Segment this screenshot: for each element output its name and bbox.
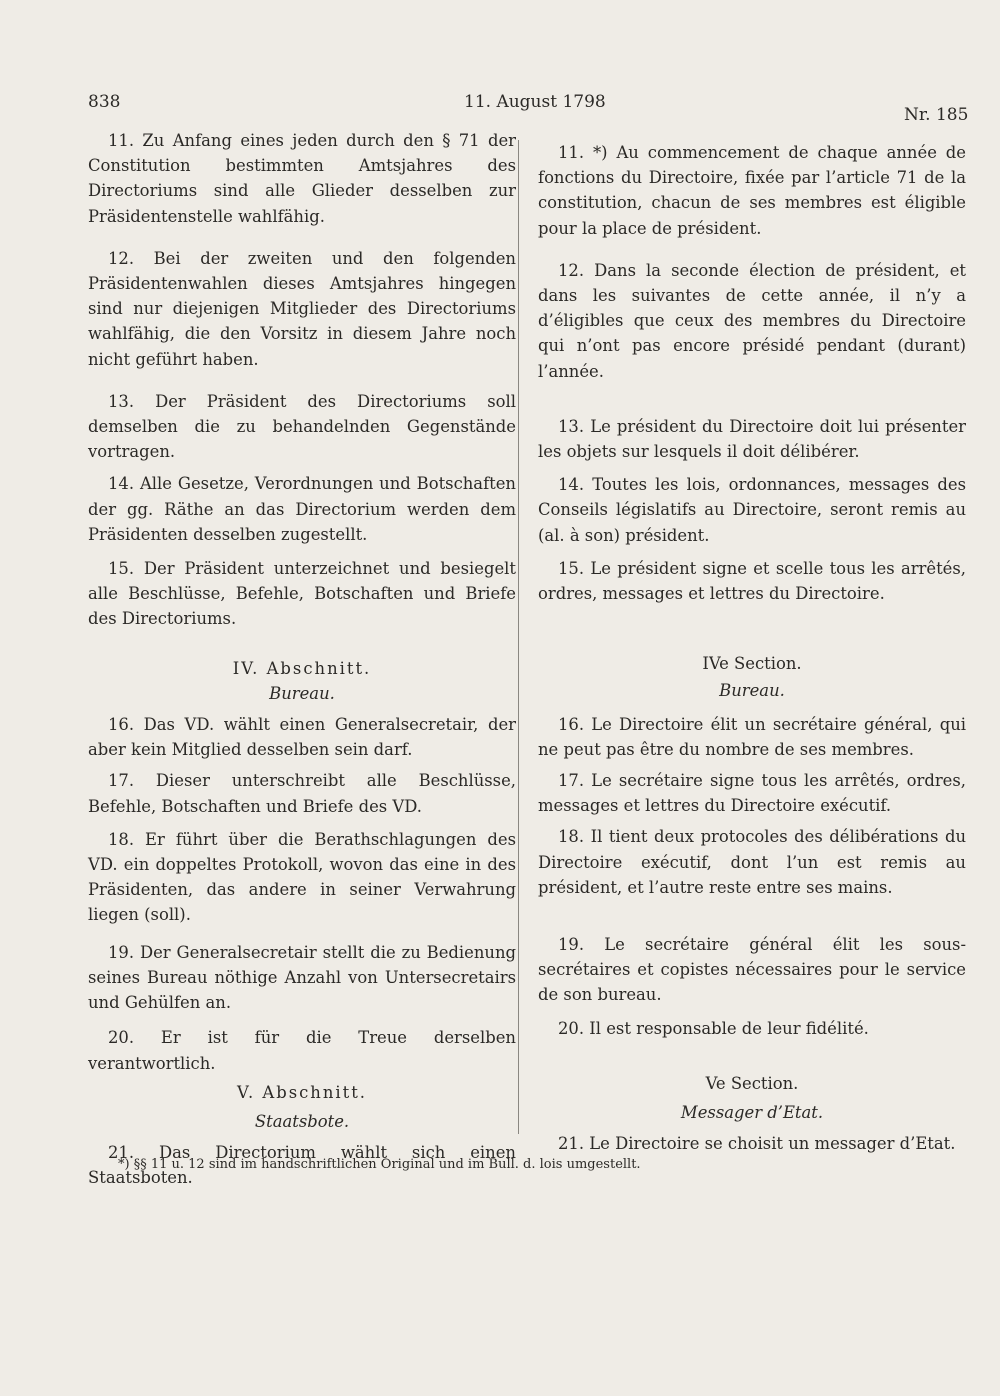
paragraph-de-13: 13. Der Präsident des Directoriums soll demselben die zu behandelnden Gegenstände vortragen. xyxy=(88,391,516,462)
footnote: *) §§ 11 u. 12 sind im handschriftlichen Original und im Bull. d. lois umgestellt. xyxy=(118,1157,641,1172)
paragraph-de-19: 19. Der Generalsecretair stellt die zu Bedienung seines Bureau nöthige Anzahl von Untersecretairs und Gehülfen an. xyxy=(88,942,516,1013)
paragraph-fr-14: 14. Toutes les lois, ordonnances, messages des Conseils législatifs au Directoire, seront remis au (al. à son) président. xyxy=(538,475,966,545)
paragraph-fr-18: 18. Il tient deux protocoles des délibérations du Directoire exécutif, dont l’un est remis au président, et l’autre reste entre ses mains. xyxy=(538,827,966,897)
paragraph-de-20: 20. Er ist für die Treue derselben verantwortlich. xyxy=(88,1028,516,1073)
section-subtitle-fr-5: Messager d’Etat. xyxy=(680,1103,824,1123)
german-column xyxy=(88,128,516,1191)
paragraph-de-12: 12. Bei der zweiten und den folgenden Präsidentenwahlen dieses Amtsjahres hingegen sind nur diejenigen Mitglieder des Directoriums wahlfähig, die den Vorsitz in diesem Jahre noch nicht geführt haben. xyxy=(88,248,516,369)
paragraph-de-11: 11. Zu Anfang eines jeden durch den § 71 der Constitution bestimmten Amtsjahres des Directoriums sind alle Glieder desselben zur Präsidentenstelle wahlfähig. xyxy=(88,131,516,226)
paragraph-fr-11: 11. *) Au commencement de chaque année de fonctions du Directoire, fixée par l’article 71 de la constitution, chacun de ses membres est éligible pour la place de président. xyxy=(538,143,966,238)
section-subtitle-fr-4: Bureau. xyxy=(719,681,785,701)
section-subtitle-de-5: Staatsbote. xyxy=(254,1111,350,1131)
section-title-de-4: IV. Abschnitt. xyxy=(232,658,372,678)
section-title-de-5: V. Abschnitt. xyxy=(236,1082,368,1102)
paragraph-de-21: 21. Das Directorium wählt sich einen Staatsboten. xyxy=(88,1143,516,1188)
paragraph-de-14: 14. Alle Gesetze, Verordnungen und Botschaften der gg. Räthe an das Directorium werden dem Präsidenten desselben zugestellt. xyxy=(88,474,516,544)
french-column xyxy=(538,140,966,1157)
paragraph-fr-20: 20. Il est responsable de leur fidélité. xyxy=(558,1018,869,1038)
column-divider xyxy=(518,140,519,1134)
paragraph-fr-16: 16. Le Directoire élit un secrétaire général, qui ne peut pas être du nombre de ses membres. xyxy=(538,714,966,759)
header-date: 11. August 1798 xyxy=(464,92,606,112)
section-title-fr-4: IVe Section. xyxy=(702,654,802,674)
paragraph-de-18: 18. Er führt über die Berathschlagungen des VD. ein doppeltes Protokoll, wovon das eine in des Präsidenten, das andere in seiner Verwahrung liegen (soll). xyxy=(88,829,516,925)
section-subtitle-de-4: Bureau. xyxy=(269,683,335,703)
paragraph-de-16: 16. Das VD. wählt einen Generalsecretair, der aber kein Mitglied desselben sein darf. xyxy=(88,715,516,760)
paragraph-fr-15: 15. Le président signe et scelle tous les arrêtés, ordres, messages et lettres du Directoire. xyxy=(538,558,966,604)
paragraph-fr-19: 19. Le secrétaire général élit les sous-secrétaires et copistes nécessaires pour le service de son bureau. xyxy=(538,935,966,1005)
paragraph-de-15: 15. Der Präsident unterzeichnet und besiegelt alle Beschlüsse, Befehle, Botschaften und Briefe des Directoriums. xyxy=(88,559,516,629)
paragraph-fr-21: 21. Le Directoire se choisit un messager d’Etat. xyxy=(558,1134,956,1154)
section-title-fr-5: Ve Section. xyxy=(705,1073,799,1093)
paragraph-fr-12: 12. Dans la seconde élection de président, et dans les suivantes de cette année, il n’y a d’éligibles que ceux des membres du Directoire qui n’ont pas encore présidé pendant (durant) l’année. xyxy=(538,260,966,381)
paragraph-fr-17: 17. Le secrétaire signe tous les arrêtés, ordres, messages et lettres du Directoire exécutif. xyxy=(538,771,966,816)
paragraph-fr-13: 13. Le président du Directoire doit lui présenter les objets sur lesquels il doit délibérer. xyxy=(538,416,966,462)
document-number: Nr. 185 xyxy=(904,105,969,125)
page-number: 838 xyxy=(88,92,121,112)
paragraph-de-17: 17. Dieser unterschreibt alle Beschlüsse, Befehle, Botschaften und Briefe des VD. xyxy=(88,771,516,816)
